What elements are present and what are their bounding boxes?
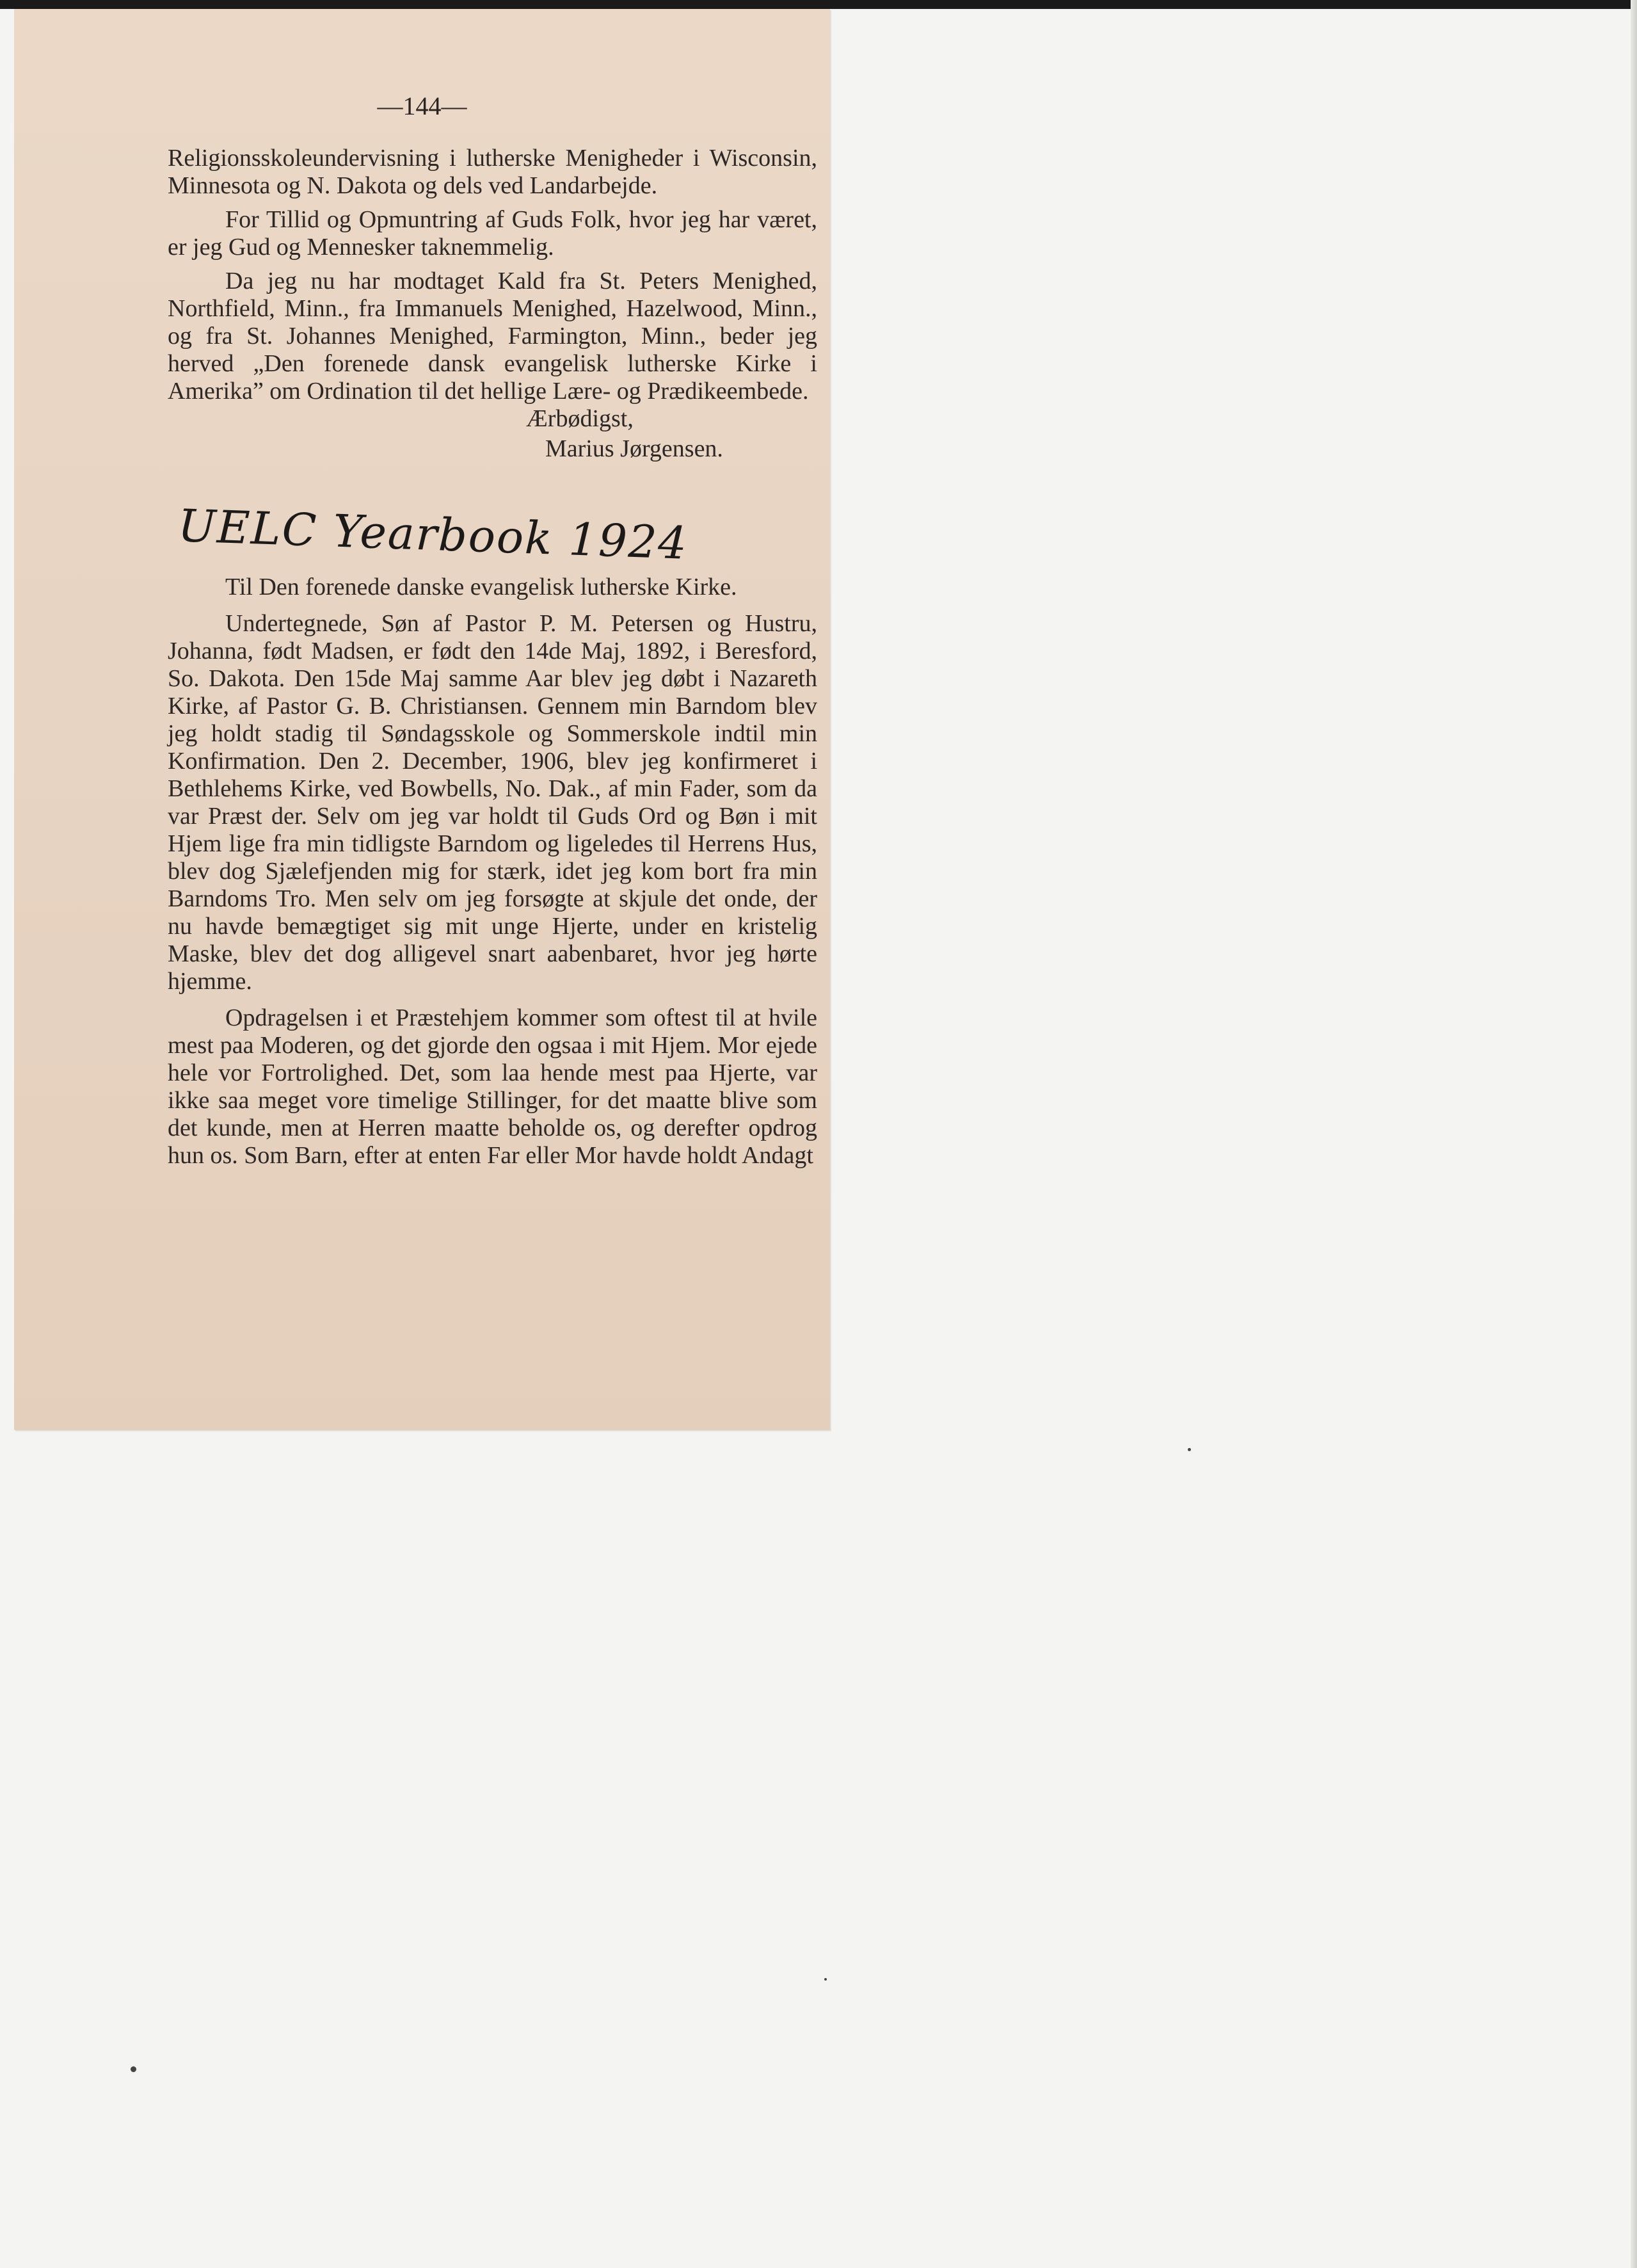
handwritten-note: UELC Yearbook 1924 (177, 499, 689, 570)
signature: Marius Jørgensen. (545, 435, 723, 462)
letter-2-body (168, 574, 817, 1170)
page-number: —144— (377, 92, 467, 120)
paragraph-request: Da jeg nu har modtaget Kald fra St. Peters Menighed, Northfield, Minn., fra Immanuels Menighed, Hazelwood, Minn., og fra St. Johannes Menighed, Farmington, Minn., beder jeg herved „Den forenede dansk evangelisk lutherske Kirke i Amerika” om Ordination til det hellige Lære- og Prædikeembede. (168, 268, 817, 405)
paragraph-birth: Undertegnede, Søn af Pastor P. M. Petersen og Hustru, Johanna, født Madsen, er født den 14de Maj, 1892, i Beresford, So. Dakota. Den 15de Maj samme Aar blev jeg døbt i Nazareth Kirke, af Pastor G. B. Christiansen. Gennem min Barndom blev jeg holdt stadig til Søndagsskole og Sommerskole indtil min Konfirmation. Den 2. December, 1906, blev jeg konfirmeret i Bethlehems Kirke, ved Bowbells, No. Dak., af min Fader, som da var Præst der. Selv om jeg var holdt til Guds Ord og Bøn i mit Hjem lige fra min tidligste Barndom og ligeledes til Herrens Hus, blev dog Sjælefjenden mig for stærk, idet jeg kom bort fra min Barndoms Tro. Men selv om jeg forsøgte at skjule det onde, der nu havde bemægtiget sig mit unge Hjerte, under en kristelig Maske, blev det dog alligevel snart aabenbaret, hvor jeg hørte hjemme. (168, 610, 817, 995)
letter-1-body (168, 145, 817, 463)
paragraph-upbringing: Opdragelsen i et Præstehjem kommer som oftest til at hvile mest paa Moderen, og det gjorde den ogsaa i mit Hjem. Mor ejede hele vor Fortrolighed. Det, som laa hende mest paa Hjerte, var ikke saa meget vore timelige Stillinger, for det maatte blive som det kunde, men at Herren maatte beholde os, og derefter opdrog hun os. Som Barn, efter at enten Far eller Mor havde holdt Andagt (168, 1004, 817, 1169)
paragraph-continuation: Religionsskoleundervisning i lutherske Menigheder i Wisconsin, Minnesota og N. Dakota og dels ved Landarbejde. (168, 145, 817, 199)
dust-speck (1188, 1448, 1191, 1451)
dust-speck (131, 2066, 136, 2072)
scanner-right-edge (1631, 0, 1637, 2268)
closing: Ærbødigst, (526, 405, 634, 432)
letter-2-address: Til Den forenede danske evangelisk lutherske Kirke. (225, 574, 737, 600)
dust-speck (824, 1978, 827, 1981)
newspaper-clipping (14, 9, 830, 1430)
paragraph-thanks: For Tillid og Opmuntring af Guds Folk, hvor jeg har været, er jeg Gud og Mennesker taknemmelig. (168, 206, 817, 261)
scanner-top-edge (0, 0, 1637, 9)
